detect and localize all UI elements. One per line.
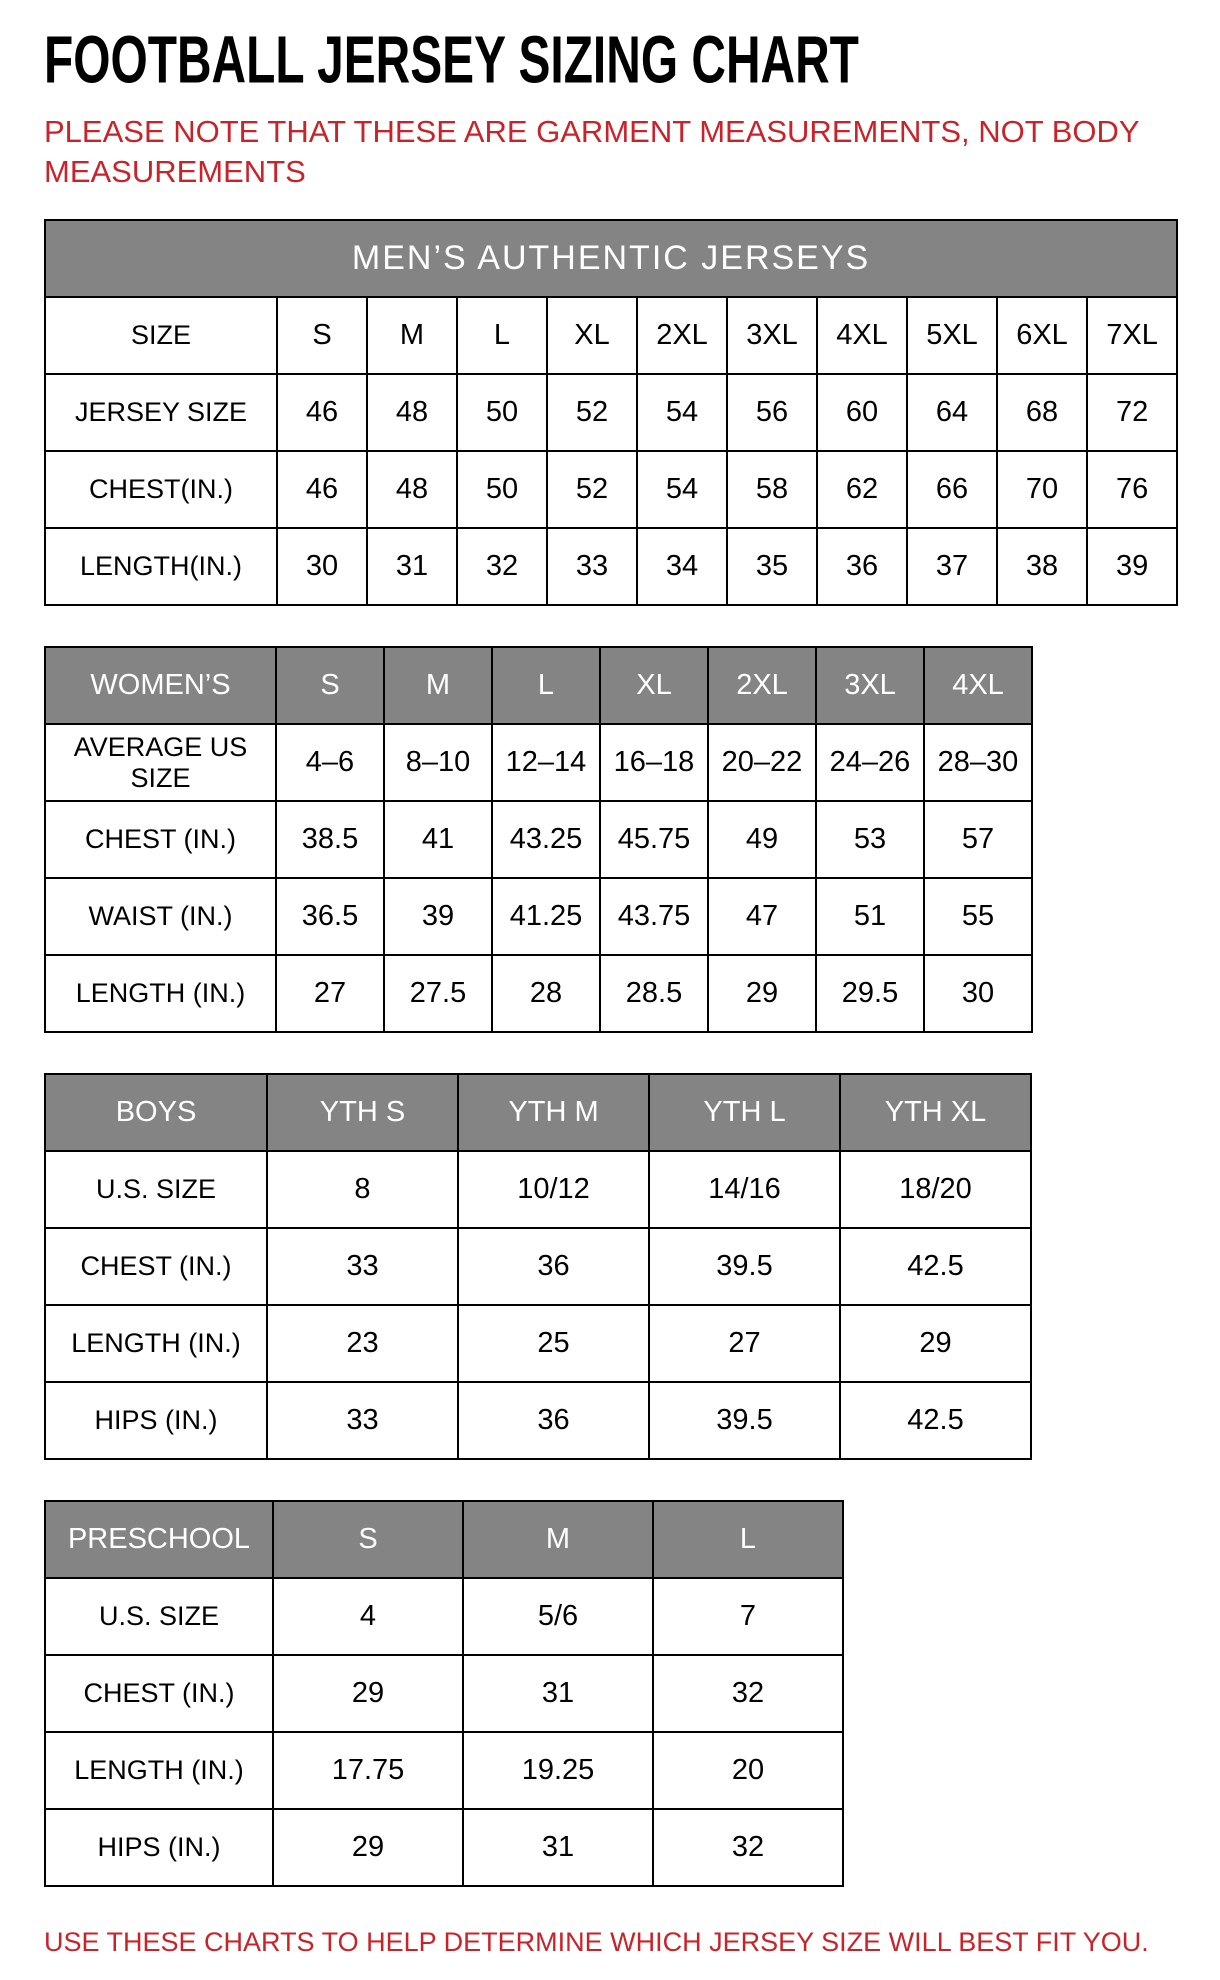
boys-value: 27 bbox=[649, 1305, 840, 1382]
mens-authentic-jerseys-value: 72 bbox=[1087, 374, 1177, 451]
preschool-value: 32 bbox=[653, 1809, 843, 1886]
mens-authentic-jerseys-table bbox=[44, 219, 1178, 606]
mens-authentic-jerseys-row-label: JERSEY SIZE bbox=[45, 374, 277, 451]
mens-authentic-jerseys-value: 54 bbox=[637, 374, 727, 451]
mens-authentic-jerseys-row-label: LENGTH(IN.) bbox=[45, 528, 277, 605]
mens-authentic-jerseys-value: 48 bbox=[367, 451, 457, 528]
mens-authentic-jerseys-value: 76 bbox=[1087, 451, 1177, 528]
womens-value: 49 bbox=[708, 801, 816, 878]
mens-authentic-jerseys-value: 68 bbox=[997, 374, 1087, 451]
womens-value: 4–6 bbox=[276, 724, 384, 801]
boys-row-label: LENGTH (IN.) bbox=[45, 1305, 267, 1382]
preschool-sizing-table bbox=[44, 1500, 844, 1887]
womens-value: 51 bbox=[816, 878, 924, 955]
preschool-value: 31 bbox=[463, 1655, 653, 1732]
mens-authentic-jerseys-value: 56 bbox=[727, 374, 817, 451]
mens-authentic-jerseys-row bbox=[45, 297, 1177, 374]
mens-authentic-jerseys-value: 4XL bbox=[817, 297, 907, 374]
womens-value: 27.5 bbox=[384, 955, 492, 1032]
preschool-row bbox=[45, 1578, 843, 1655]
boys-value: 33 bbox=[267, 1382, 458, 1459]
womens-value: 43.75 bbox=[600, 878, 708, 955]
mens-authentic-jerseys-value: 32 bbox=[457, 528, 547, 605]
womens-value: 29 bbox=[708, 955, 816, 1032]
womens-row bbox=[45, 955, 1032, 1032]
womens-header-row bbox=[45, 647, 1032, 724]
womens-value: 16–18 bbox=[600, 724, 708, 801]
preschool-size-header: L bbox=[653, 1501, 843, 1578]
boys-sizing-table bbox=[44, 1073, 1032, 1460]
womens-value: 24–26 bbox=[816, 724, 924, 801]
mens-authentic-jerseys-value: 50 bbox=[457, 374, 547, 451]
preschool-row-label: U.S. SIZE bbox=[45, 1578, 273, 1655]
womens-value: 43.25 bbox=[492, 801, 600, 878]
mens-authentic-jerseys-value: 62 bbox=[817, 451, 907, 528]
preschool-value: 17.75 bbox=[273, 1732, 463, 1809]
boys-value: 29 bbox=[840, 1305, 1031, 1382]
womens-value: 8–10 bbox=[384, 724, 492, 801]
boys-value: 18/20 bbox=[840, 1151, 1031, 1228]
womens-value: 39 bbox=[384, 878, 492, 955]
boys-row bbox=[45, 1305, 1031, 1382]
boys-size-header: YTH M bbox=[458, 1074, 649, 1151]
womens-row bbox=[45, 724, 1032, 801]
preschool-header-label: PRESCHOOL bbox=[45, 1501, 273, 1578]
womens-sizing-table bbox=[44, 646, 1033, 1033]
mens-authentic-jerseys-value: 54 bbox=[637, 451, 727, 528]
womens-value: 57 bbox=[924, 801, 1032, 878]
preschool-row bbox=[45, 1732, 843, 1809]
womens-value: 36.5 bbox=[276, 878, 384, 955]
footer-note: USE THESE CHARTS TO HELP DETERMINE WHICH JERSEY SIZE WILL BEST FIT YOU. bbox=[44, 1927, 1149, 1958]
preschool-value: 4 bbox=[273, 1578, 463, 1655]
womens-value: 38.5 bbox=[276, 801, 384, 878]
mens-authentic-jerseys-value: 70 bbox=[997, 451, 1087, 528]
mens-authentic-jerseys-value: 37 bbox=[907, 528, 997, 605]
mens-authentic-jerseys-banner: MEN’S AUTHENTIC JERSEYS bbox=[45, 220, 1177, 297]
womens-value: 41 bbox=[384, 801, 492, 878]
boys-value: 14/16 bbox=[649, 1151, 840, 1228]
boys-value: 8 bbox=[267, 1151, 458, 1228]
preschool-row-label: CHEST (IN.) bbox=[45, 1655, 273, 1732]
womens-value: 28 bbox=[492, 955, 600, 1032]
mens-authentic-jerseys-value: XL bbox=[547, 297, 637, 374]
womens-value: 29.5 bbox=[816, 955, 924, 1032]
mens-authentic-jerseys-value: 31 bbox=[367, 528, 457, 605]
mens-authentic-jerseys-value: 35 bbox=[727, 528, 817, 605]
mens-authentic-jerseys-value: 30 bbox=[277, 528, 367, 605]
mens-authentic-jerseys-row-label: SIZE bbox=[45, 297, 277, 374]
boys-row-label: HIPS (IN.) bbox=[45, 1382, 267, 1459]
mens-authentic-jerseys-value: 3XL bbox=[727, 297, 817, 374]
womens-size-header: S bbox=[276, 647, 384, 724]
womens-value: 20–22 bbox=[708, 724, 816, 801]
preschool-value: 7 bbox=[653, 1578, 843, 1655]
mens-authentic-jerseys-row bbox=[45, 451, 1177, 528]
womens-value: 27 bbox=[276, 955, 384, 1032]
boys-row-label: U.S. SIZE bbox=[45, 1151, 267, 1228]
mens-authentic-jerseys-value: 50 bbox=[457, 451, 547, 528]
womens-value: 30 bbox=[924, 955, 1032, 1032]
mens-authentic-jerseys-value: 6XL bbox=[997, 297, 1087, 374]
mens-authentic-jerseys-value: 52 bbox=[547, 374, 637, 451]
womens-value: 55 bbox=[924, 878, 1032, 955]
preschool-row-label: LENGTH (IN.) bbox=[45, 1732, 273, 1809]
boys-row-label: CHEST (IN.) bbox=[45, 1228, 267, 1305]
boys-size-header: YTH S bbox=[267, 1074, 458, 1151]
womens-value: 47 bbox=[708, 878, 816, 955]
preschool-value: 20 bbox=[653, 1732, 843, 1809]
mens-authentic-jerseys-value: 36 bbox=[817, 528, 907, 605]
preschool-size-header: S bbox=[273, 1501, 463, 1578]
mens-authentic-jerseys-value: 46 bbox=[277, 374, 367, 451]
womens-row-label: CHEST (IN.) bbox=[45, 801, 276, 878]
preschool-row-label: HIPS (IN.) bbox=[45, 1809, 273, 1886]
mens-authentic-jerseys-banner-row bbox=[45, 220, 1177, 297]
preschool-value: 29 bbox=[273, 1809, 463, 1886]
boys-header-label: BOYS bbox=[45, 1074, 267, 1151]
womens-size-header: 2XL bbox=[708, 647, 816, 724]
womens-row-label: WAIST (IN.) bbox=[45, 878, 276, 955]
mens-authentic-jerseys-value: 38 bbox=[997, 528, 1087, 605]
womens-size-header: 4XL bbox=[924, 647, 1032, 724]
boys-value: 39.5 bbox=[649, 1228, 840, 1305]
boys-value: 10/12 bbox=[458, 1151, 649, 1228]
womens-value: 12–14 bbox=[492, 724, 600, 801]
preschool-value: 31 bbox=[463, 1809, 653, 1886]
mens-authentic-jerseys-value: 5XL bbox=[907, 297, 997, 374]
womens-value: 41.25 bbox=[492, 878, 600, 955]
womens-row bbox=[45, 878, 1032, 955]
womens-size-header: M bbox=[384, 647, 492, 724]
boys-row bbox=[45, 1151, 1031, 1228]
mens-authentic-jerseys-row bbox=[45, 374, 1177, 451]
womens-size-header: XL bbox=[600, 647, 708, 724]
womens-row-label: AVERAGE US SIZE bbox=[45, 724, 276, 801]
boys-value: 42.5 bbox=[840, 1382, 1031, 1459]
womens-value: 45.75 bbox=[600, 801, 708, 878]
preschool-row bbox=[45, 1809, 843, 1886]
womens-value: 28.5 bbox=[600, 955, 708, 1032]
preschool-header-row bbox=[45, 1501, 843, 1578]
boys-value: 33 bbox=[267, 1228, 458, 1305]
preschool-row bbox=[45, 1655, 843, 1732]
mens-authentic-jerseys-value: 64 bbox=[907, 374, 997, 451]
mens-authentic-jerseys-value: 60 bbox=[817, 374, 907, 451]
boys-value: 25 bbox=[458, 1305, 649, 1382]
boys-value: 36 bbox=[458, 1382, 649, 1459]
garment-measurement-note: PLEASE NOTE THAT THESE ARE GARMENT MEASUREMENTS, NOT BODY MEASUREMENTS bbox=[44, 114, 1140, 189]
preschool-value: 5/6 bbox=[463, 1578, 653, 1655]
boys-value: 36 bbox=[458, 1228, 649, 1305]
mens-authentic-jerseys-value: 2XL bbox=[637, 297, 727, 374]
preschool-value: 29 bbox=[273, 1655, 463, 1732]
mens-authentic-jerseys-value: 7XL bbox=[1087, 297, 1177, 374]
mens-authentic-jerseys-value: 34 bbox=[637, 528, 727, 605]
mens-authentic-jerseys-value: 39 bbox=[1087, 528, 1177, 605]
womens-row-label: LENGTH (IN.) bbox=[45, 955, 276, 1032]
womens-header-label: WOMEN’S bbox=[45, 647, 276, 724]
womens-value: 28–30 bbox=[924, 724, 1032, 801]
mens-authentic-jerseys-value: 46 bbox=[277, 451, 367, 528]
mens-authentic-jerseys-value: 48 bbox=[367, 374, 457, 451]
mens-authentic-jerseys-value: 58 bbox=[727, 451, 817, 528]
page-title: FOOTBALL JERSEY SIZING CHART bbox=[44, 22, 859, 98]
boys-size-header: YTH XL bbox=[840, 1074, 1031, 1151]
preschool-value: 19.25 bbox=[463, 1732, 653, 1809]
boys-value: 39.5 bbox=[649, 1382, 840, 1459]
boys-row bbox=[45, 1382, 1031, 1459]
womens-size-header: 3XL bbox=[816, 647, 924, 724]
womens-size-header: L bbox=[492, 647, 600, 724]
womens-value: 53 bbox=[816, 801, 924, 878]
mens-authentic-jerseys-row bbox=[45, 528, 1177, 605]
boys-row bbox=[45, 1228, 1031, 1305]
boys-header-row bbox=[45, 1074, 1031, 1151]
mens-authentic-jerseys-value: M bbox=[367, 297, 457, 374]
boys-value: 23 bbox=[267, 1305, 458, 1382]
preschool-size-header: M bbox=[463, 1501, 653, 1578]
mens-authentic-jerseys-value: S bbox=[277, 297, 367, 374]
womens-row bbox=[45, 801, 1032, 878]
mens-authentic-jerseys-value: L bbox=[457, 297, 547, 374]
mens-authentic-jerseys-value: 33 bbox=[547, 528, 637, 605]
mens-authentic-jerseys-value: 52 bbox=[547, 451, 637, 528]
boys-value: 42.5 bbox=[840, 1228, 1031, 1305]
mens-authentic-jerseys-row-label: CHEST(IN.) bbox=[45, 451, 277, 528]
mens-authentic-jerseys-value: 66 bbox=[907, 451, 997, 528]
preschool-value: 32 bbox=[653, 1655, 843, 1732]
boys-size-header: YTH L bbox=[649, 1074, 840, 1151]
